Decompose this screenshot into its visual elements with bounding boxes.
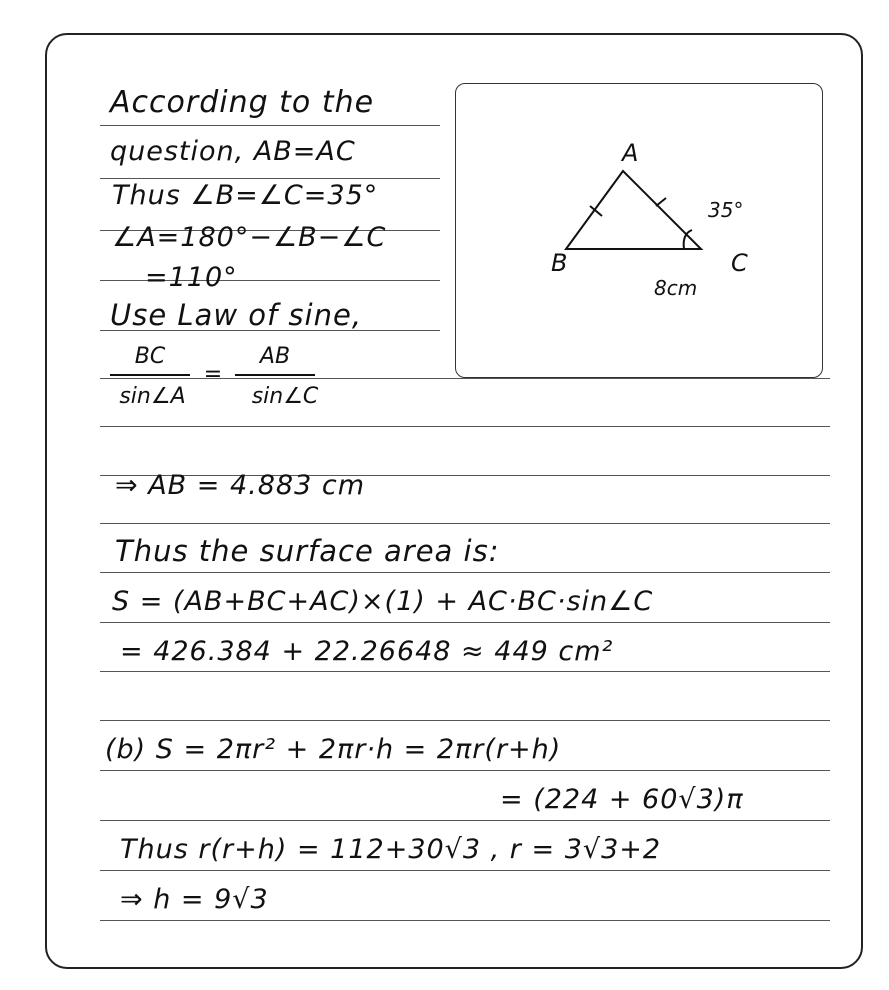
angle-label: 35°: [708, 198, 744, 222]
ruled-line: [100, 572, 830, 573]
fraction-numerator: AB: [259, 344, 291, 369]
ruled-line: [100, 920, 830, 921]
text-line: =110°: [145, 262, 238, 293]
equals-sign: =: [203, 362, 223, 387]
text-line: = (224 + 60√3)π: [500, 784, 744, 815]
text-line: ⇒ AB = 4.883 cm: [115, 470, 366, 501]
triangle-shape: [566, 171, 701, 249]
vertex-label-b: B: [551, 249, 568, 277]
fraction-bar: [110, 374, 190, 376]
ruled-line: [100, 622, 830, 623]
text-line: According to the: [110, 85, 375, 120]
fraction-numerator: BC: [134, 344, 166, 369]
triangle-figure: [456, 84, 824, 379]
text-line: = 426.384 + 22.26648 ≈ 449 cm²: [120, 636, 614, 667]
tick-mark-ac: [656, 198, 666, 206]
ruled-line: [100, 820, 830, 821]
text-line: S = (AB+BC+AC)×(1) + AC·BC·sin∠C: [112, 586, 654, 617]
text-line: (b) S = 2πr² + 2πr·h = 2πr(r+h): [105, 734, 562, 765]
text-line: Thus ∠B=∠C=35°: [112, 180, 379, 211]
ruled-line: [100, 720, 830, 721]
text-line: ⇒ h = 9√3: [120, 884, 269, 915]
base-length-label: 8cm: [654, 276, 698, 300]
fraction-denominator: sin∠C: [251, 384, 319, 409]
ruled-line: [100, 770, 830, 771]
text-line: Use Law of sine,: [110, 298, 363, 332]
vertex-label-c: C: [731, 249, 748, 277]
ruled-line: [100, 523, 830, 524]
ruled-line: [100, 870, 830, 871]
vertex-label-a: A: [622, 139, 639, 167]
triangle-diagram: [455, 83, 823, 378]
ruled-line: [100, 125, 440, 126]
ruled-line: [100, 426, 830, 427]
text-line: ∠A=180°−∠B−∠C: [112, 222, 387, 253]
fraction-denominator: sin∠A: [119, 384, 186, 409]
fraction-bar: [235, 374, 315, 376]
text-line: Thus the surface area is:: [115, 534, 500, 568]
text-line: question, AB=AC: [110, 136, 356, 167]
ruled-line: [100, 671, 830, 672]
text-line: Thus r(r+h) = 112+30√3 , r = 3√3+2: [120, 834, 662, 865]
ruled-line: [100, 178, 440, 179]
